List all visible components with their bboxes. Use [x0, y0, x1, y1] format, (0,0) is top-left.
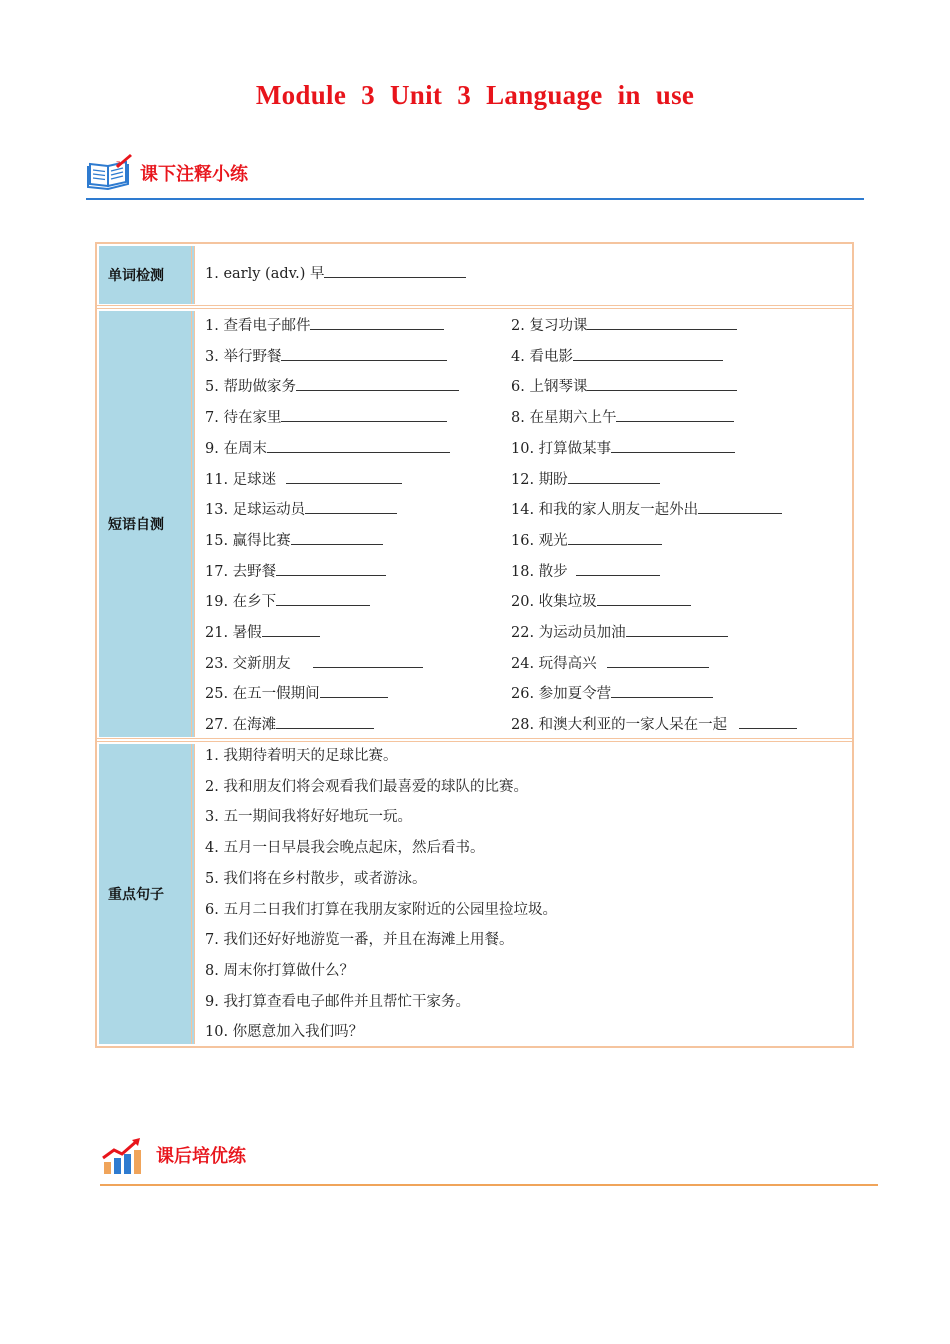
words-header: 单词检测	[108, 268, 164, 284]
answer-blank[interactable]	[276, 561, 386, 576]
phrase-item: 17. 去野餐	[205, 561, 386, 582]
phrase-item: 24. 玩得高兴	[511, 653, 709, 674]
phrase-item: 15. 赢得比赛	[205, 530, 383, 551]
answer-blank[interactable]	[611, 438, 735, 453]
svg-text:z: z	[116, 159, 121, 168]
sentence-item: 1. 我期待着明天的足球比赛。	[205, 748, 398, 764]
phrase-item: 10. 打算做某事	[511, 438, 735, 459]
answer-blank[interactable]	[607, 653, 709, 668]
answer-blank[interactable]	[597, 591, 691, 606]
answer-blank[interactable]	[291, 530, 383, 545]
sentence-item: 2. 我和朋友们将会观看我们最喜爱的球队的比赛。	[205, 778, 528, 795]
sentence-item: 7. 我们还好好地游览一番，并且在海滩上用餐。	[205, 932, 514, 949]
sentences-header-cell	[99, 744, 195, 1044]
answer-blank[interactable]	[313, 653, 423, 668]
phrase-item: 3. 举行野餐	[205, 346, 447, 367]
phrase-item: 25. 在五一假期间	[205, 683, 388, 704]
answer-blank[interactable]	[573, 346, 723, 361]
rising-chart-icon	[100, 1136, 148, 1176]
book-icon	[86, 152, 134, 192]
section-title-advanced: 课后培优练	[156, 1146, 246, 1167]
answer-blank[interactable]	[281, 407, 447, 422]
phrases-header-cell	[99, 311, 195, 737]
answer-blank[interactable]	[611, 683, 713, 698]
answer-blank[interactable]	[568, 530, 662, 545]
sentence-item: 8. 周末你打算做什么？	[205, 962, 354, 979]
answer-blank[interactable]	[320, 683, 388, 698]
phrase-item: 6. 上钢琴课	[511, 376, 737, 397]
phrase-item: 9. 在周末	[205, 438, 450, 459]
phrase-item: 5. 帮助做家务	[205, 376, 459, 397]
answer-blank[interactable]	[296, 376, 459, 391]
sentences-header: 重点句子	[108, 887, 164, 903]
phrase-item: 20. 收集垃圾	[511, 591, 691, 612]
answer-blank[interactable]	[698, 499, 782, 514]
words-header-cell	[99, 246, 195, 304]
phrase-item: 4. 看电影	[511, 346, 723, 367]
answer-blank[interactable]	[616, 407, 734, 422]
phrase-item: 1. 查看电子邮件	[205, 315, 444, 336]
answer-blank[interactable]	[310, 315, 444, 330]
phrase-item: 18. 散步	[511, 561, 660, 582]
section-title-practice: 课下注释小练	[140, 164, 248, 185]
phrase-item: 28. 和澳大利亚的一家人呆在一起	[511, 714, 797, 735]
answer-blank[interactable]	[267, 438, 450, 453]
exercise-table	[95, 242, 854, 1048]
phrase-item: 12. 期盼	[511, 469, 660, 490]
answer-blank[interactable]	[262, 622, 320, 637]
section-header-advanced	[100, 1146, 878, 1186]
phrases-header: 短语自测	[108, 517, 164, 533]
word-item: 1. early (adv.) 早	[205, 263, 466, 284]
answer-blank[interactable]	[281, 346, 447, 361]
phrase-item: 13. 足球运动员	[205, 499, 397, 520]
phrase-item: 8. 在星期六上午	[511, 407, 734, 428]
phrases-row	[97, 309, 852, 739]
phrase-item: 26. 参加夏令营	[511, 683, 713, 704]
phrase-item: 2. 复习功课	[511, 315, 737, 336]
answer-blank[interactable]	[305, 499, 397, 514]
phrase-item: 16. 观光	[511, 530, 662, 551]
answer-blank[interactable]	[276, 714, 374, 729]
answer-blank[interactable]	[576, 561, 660, 576]
sentence-item: 3. 五一期间我将好好地玩一玩。	[205, 809, 412, 826]
section-rule	[100, 1184, 878, 1186]
answer-blank[interactable]	[626, 622, 728, 637]
answer-blank[interactable]	[739, 714, 797, 729]
phrase-item: 7. 待在家里	[205, 407, 447, 428]
phrase-item: 21. 暑假	[205, 622, 320, 643]
section-rule	[86, 198, 864, 200]
answer-blank[interactable]	[324, 263, 466, 278]
words-row	[97, 244, 852, 306]
answer-blank[interactable]	[587, 376, 737, 391]
phrase-item: 11. 足球迷	[205, 469, 402, 490]
phrase-item: 22. 为运动员加油	[511, 622, 728, 643]
phrase-item: 23. 交新朋友	[205, 653, 423, 674]
phrase-item: 27. 在海滩	[205, 714, 374, 735]
page-title: Module 3 Unit 3 Language in use	[255, 80, 695, 110]
phrase-item: 14. 和我的家人朋友一起外出	[511, 499, 782, 520]
answer-blank[interactable]	[568, 469, 660, 484]
answer-blank[interactable]	[276, 591, 370, 606]
sentence-item: 9. 我打算查看电子邮件并且帮忙干家务。	[205, 993, 470, 1010]
sentences-row	[97, 742, 852, 1046]
sentence-item: 6. 五月二日我们打算在我朋友家附近的公园里捡垃圾。	[205, 901, 557, 918]
answer-blank[interactable]	[587, 315, 737, 330]
sentence-item: 4. 五月一日早晨我会晚点起床，然后看书。	[205, 840, 485, 857]
answer-blank[interactable]	[286, 469, 402, 484]
sentence-item: 10. 你愿意加入我们吗？	[205, 1024, 364, 1041]
section-header-practice	[86, 160, 864, 200]
phrase-item: 19. 在乡下	[205, 591, 370, 612]
sentence-item: 5. 我们将在乡村散步，或者游泳。	[205, 870, 427, 887]
